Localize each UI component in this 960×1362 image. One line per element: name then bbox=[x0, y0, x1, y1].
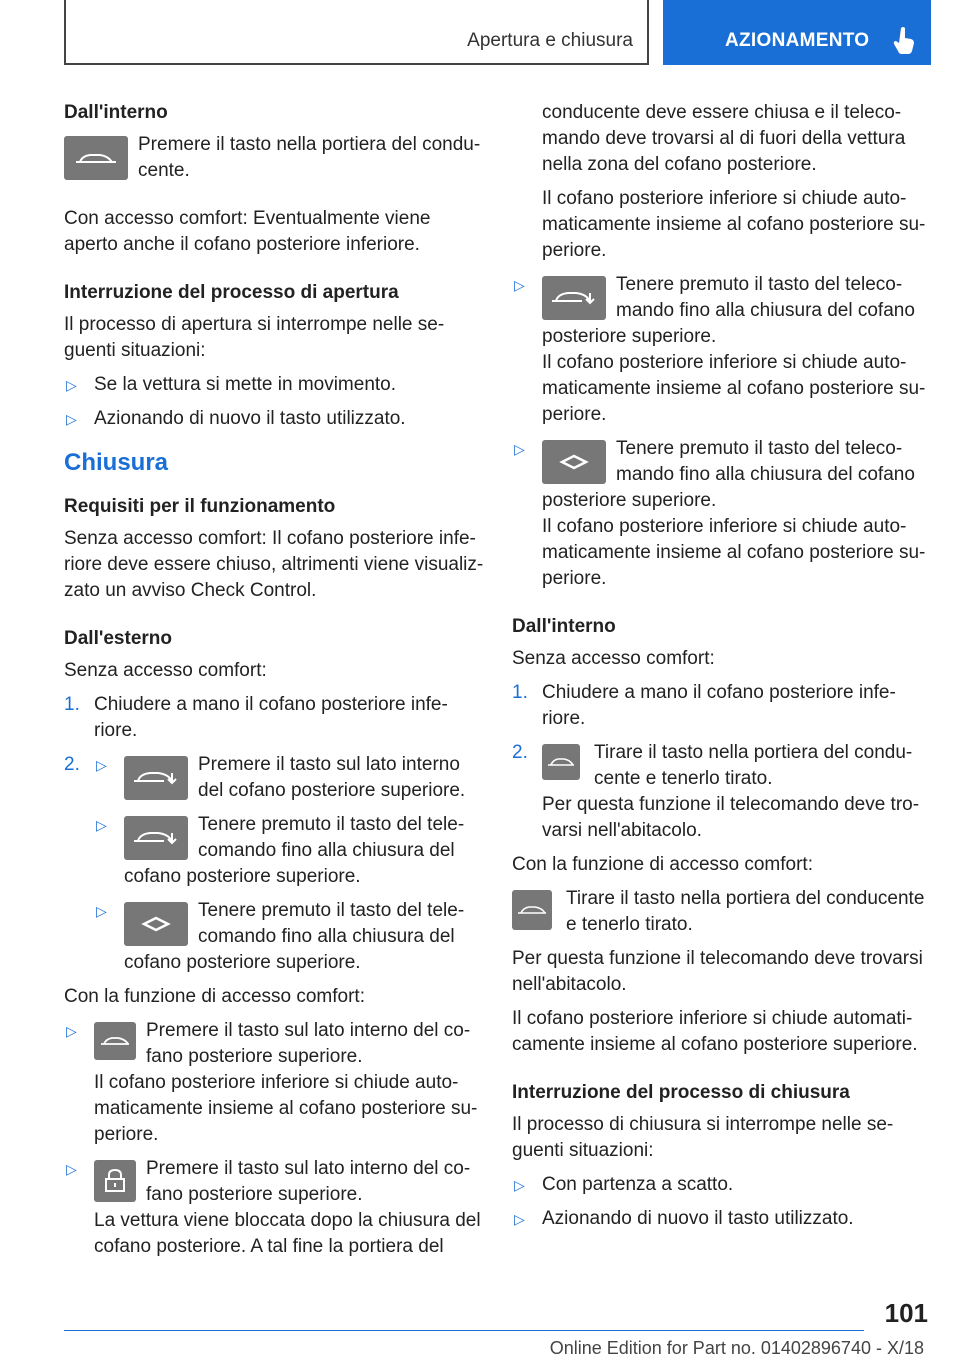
list-item: ▷ Tenere premuto il tasto del telecomando fino alla chiusura del cofano posteriore superiore. Il cofano posteriore inferiore si chiude automaticamente insieme al cofano posteriore superiore. bbox=[514, 438, 926, 589]
hand-pointer-icon bbox=[893, 26, 915, 54]
numbered-item: 1. Chiudere a mano il cofano posteriore inferiore. bbox=[64, 694, 448, 741]
car-door-button-icon bbox=[542, 744, 580, 780]
footer-text: Online Edition for Part no. 01402896740 - X/18 bbox=[549, 1338, 924, 1358]
heading-dall-interno: Dall'interno bbox=[512, 616, 616, 637]
paragraph: Premere il tasto nella portiera del conducente. bbox=[138, 134, 481, 181]
paragraph: Con la funzione di accesso comfort: bbox=[64, 986, 365, 1007]
car-door-button-icon bbox=[512, 890, 552, 930]
left-column bbox=[64, 100, 484, 1268]
paragraph: Con la funzione di accesso comfort: bbox=[512, 854, 813, 875]
bullet-triangle-icon: ▷ bbox=[514, 1177, 525, 1193]
numbered-item: 2. Tirare il tasto nella portiera del conducente e tenerlo tirato. Per questa funzione il telecomando deve trovarsi nell'abitacolo. bbox=[512, 742, 920, 841]
paragraph: Per questa funzione il telecomando deve trovarsi nell'abitacolo. bbox=[512, 948, 923, 995]
heading-dall-interno: Dall'interno bbox=[64, 102, 168, 123]
bullet-triangle-icon: ▷ bbox=[514, 441, 525, 457]
remote-trunk-button-icon bbox=[542, 276, 606, 320]
paragraph: Il cofano posteriore inferiore si chiude automaticamente insieme al cofano posteriore superiore. bbox=[512, 1008, 918, 1055]
list-item: ▷ Tenere premuto il tasto del telecomando fino alla chiusura del cofano posteriore superiore. bbox=[96, 814, 465, 887]
car-door-button-icon bbox=[64, 136, 128, 180]
remote-chevron-button-icon bbox=[542, 440, 606, 484]
list-item: ▷ Azionando di nuovo il tasto utilizzato. bbox=[512, 1206, 932, 1232]
bullet-triangle-icon: ▷ bbox=[66, 1023, 77, 1039]
list-item: ▷ Con partenza a scatto. bbox=[512, 1172, 932, 1198]
list-item: ▷ Se la vettura si mette in movimento. bbox=[64, 372, 484, 398]
bullet-triangle-icon: ▷ bbox=[66, 1161, 77, 1177]
header-chapter-box bbox=[64, 0, 649, 65]
paragraph: Il processo di chiusura si interrompe nelle seguenti situazioni: bbox=[512, 1114, 894, 1161]
bullet-triangle-icon: ▷ bbox=[96, 817, 107, 833]
list-item: ▷ Premere il tasto sul lato interno del cofano posteriore superiore. La vettura viene bloccata dopo la chiusura del cofano posteriore. A tal fine la portiera del bbox=[66, 1158, 481, 1257]
section-heading-chiusura: Chiusura bbox=[64, 449, 169, 476]
paragraph: Il cofano posteriore inferiore si chiude automaticamente insieme al cofano posteriore superiore. bbox=[542, 188, 926, 261]
car-trunk-button-icon bbox=[94, 1022, 136, 1060]
heading-interruzione-chiusura: Interruzione del processo di chiusura bbox=[512, 1082, 850, 1103]
list-item: ▷ Tenere premuto il tasto del telecomando fino alla chiusura del cofano posteriore superiore. bbox=[96, 900, 465, 973]
paragraph: Tirare il tasto nella portiera del conducente e tenerlo tirato. bbox=[566, 888, 925, 935]
bullet-triangle-icon: ▷ bbox=[66, 377, 77, 393]
bullet-triangle-icon: ▷ bbox=[66, 411, 77, 427]
paragraph: Con accesso comfort: Eventualmente viene aperto anche il cofano posteriore inferiore. bbox=[64, 208, 431, 255]
remote-chevron-button-icon bbox=[124, 902, 188, 946]
bullet-triangle-icon: ▷ bbox=[514, 277, 525, 293]
bullet-triangle-icon: ▷ bbox=[96, 757, 107, 773]
paragraph: Senza accesso comfort: bbox=[64, 660, 267, 681]
list-item: ▷ Tenere premuto il tasto del telecomando fino alla chiusura del cofano posteriore superiore. Il cofano posteriore inferiore si chiude automaticamente insieme al cofano posteriore superiore. bbox=[514, 274, 926, 425]
numbered-item: 2. ▷ Premere il tasto sul lato interno del cofano posteriore superiore. ▷ Tenere premuto il tasto del telecomando fino alla chiusura del cofano posteriore superiore. ▷ Tenere premuto il tasto del telecomando fino alla chiusura del cofano posteriore superiore. bbox=[64, 752, 484, 976]
list-item: ▷ Premere il tasto sul lato interno del cofano posteriore superiore. Il cofano posteriore inferiore si chiude automaticamente insieme al cofano posteriore superiore. bbox=[66, 1020, 478, 1145]
paragraph: Il processo di apertura si interrompe nelle seguenti situazioni: bbox=[64, 314, 445, 361]
paragraph: conducente deve essere chiusa e il telecomando deve trovarsi al di fuori della vettura nella zona del cofano posteriore. bbox=[542, 102, 906, 175]
right-column bbox=[512, 100, 932, 1240]
footer-divider bbox=[64, 1330, 864, 1331]
bullet-triangle-icon: ▷ bbox=[514, 1211, 525, 1227]
page-number: 101 bbox=[884, 1298, 928, 1328]
list-item: ▷ Azionando di nuovo il tasto utilizzato. bbox=[64, 406, 484, 432]
section-title: AZIONAMENTO bbox=[725, 30, 870, 51]
header-section-box bbox=[663, 0, 931, 65]
lock-button-icon bbox=[94, 1160, 136, 1202]
paragraph: Senza accesso comfort: Il cofano posteriore inferiore deve essere chiuso, altrimenti viene visualizzato un avviso Check Control. bbox=[64, 528, 484, 601]
heading-interruzione-apertura: Interruzione del processo di apertura bbox=[64, 282, 399, 303]
heading-dall-esterno: Dall'esterno bbox=[64, 628, 172, 649]
bullet-triangle-icon: ▷ bbox=[96, 903, 107, 919]
list-item: ▷ Premere il tasto sul lato interno del cofano posteriore superiore. bbox=[96, 754, 466, 801]
trunk-button-icon bbox=[124, 756, 188, 800]
remote-trunk-button-icon bbox=[124, 816, 188, 860]
chapter-title: Apertura e chiusura bbox=[467, 30, 633, 51]
paragraph: Senza accesso comfort: bbox=[512, 648, 715, 669]
numbered-item: 1. Chiudere a mano il cofano posteriore inferiore. bbox=[512, 682, 896, 729]
heading-requisiti: Requisiti per il funzionamento bbox=[64, 496, 336, 517]
